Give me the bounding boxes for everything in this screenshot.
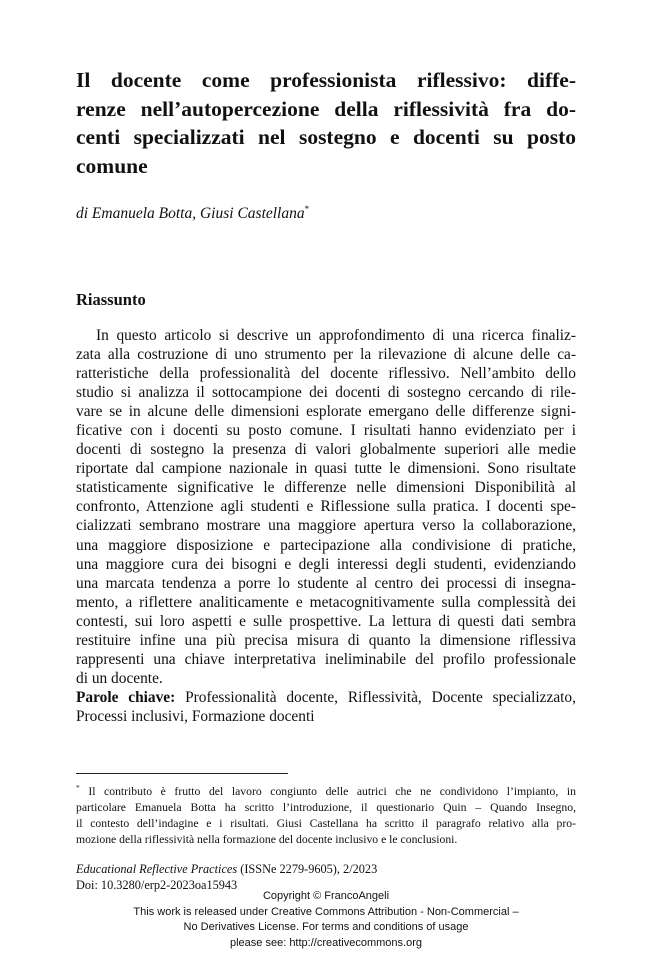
abstract-line: docenti di sostegno la presenza di valori globalmente superiori alle medie: [76, 441, 576, 459]
abstract-heading: Riassunto: [76, 290, 146, 309]
footnote-divider: [76, 773, 288, 774]
abstract-line: contesti, sui loro aspetti e sulle prospettive. La lettura di questi dati sembra: [76, 612, 576, 630]
title-line: centi specializzati nel sostegno e docenti su posto: [76, 125, 576, 149]
abstract-line: una maggiore disposizione e partecipazione alla condivisione di pratiche,: [76, 536, 576, 554]
abstract-line: una maggiore cura dei bisogni e degli interessi degli studenti, evidenziando: [76, 555, 576, 573]
footnote-line: particolare Emanuela Botta ha scritto l’introduzione, il questionario Quin – Quando Insegno,: [76, 801, 576, 814]
abstract-line: una marcata tendenza a porre lo studente al centro dei processi di insegna-: [76, 574, 576, 592]
journal-line: [76, 861, 576, 877]
keywords-list-part1: Professionalità docente, Riflessività, Docente specializzato,: [185, 688, 576, 706]
journal-issue: (ISSNe 2279-9605), 2/2023: [237, 862, 378, 876]
abstract-line: In questo articolo si descrive un approfondimento di una ricerca finaliz-: [96, 327, 576, 344]
abstract-line: restituire infine una più precisa misura di quanto la dimensione riflessiva: [76, 631, 576, 649]
title-line: Il docente come professionista riflessivo: diffe-: [76, 68, 576, 92]
abstract-line: statisticamente significative le differenze nelle dimensioni Disponibilità al: [76, 479, 576, 497]
title-line: renze nell’autopercezione della riflessività fra do-: [76, 96, 576, 121]
abstract-line: mento, a riflettere analiticamente e metacognitivamente sulla complessità dei: [76, 593, 576, 611]
abstract-line: rappresenti una chiave interpretativa ineliminabile del profilo professionale: [76, 650, 576, 668]
article-title: [76, 66, 576, 180]
license-line: No Derivatives License. For terms and conditions of usage: [183, 921, 469, 933]
keywords: [76, 688, 576, 726]
footnote-mark: *: [76, 783, 80, 793]
abstract-line: di un docente.: [76, 669, 163, 687]
authors: di Emanuela Botta, Giusi Castellana: [76, 205, 305, 222]
abstract-line: studio si analizza il sottocampione dei docenti di sostegno cercando di rile-: [76, 384, 576, 402]
abstract-line: confronto, Attenzione agli studenti e Riflessione sulla pratica. I docenti spe-: [76, 498, 576, 516]
license-line: This work is released under Creative Commons Attribution - Non-Commercial –: [133, 905, 519, 918]
abstract-line: ratteristiche della professionalità del docente riflessivo. Nell’ambito dello: [76, 365, 576, 383]
license-notice: [76, 889, 576, 951]
abstract-line: zata alla costruzione di uno strumento per la rilevazione di alcune delle ca-: [76, 346, 576, 364]
abstract-text: [76, 326, 576, 688]
author-footnote-mark[interactable]: *: [304, 203, 310, 214]
abstract-line: riportate dal campione nazionale in quasi tutte le dimensioni. Sono risultate: [76, 460, 576, 478]
footnote-line: il contesto dell’indagine e i risultati. Giusi Castellana ha scritto il paragrafo relativo alla pro-: [76, 817, 576, 830]
abstract-line: ficative con i docenti su posto comune. I risultati hanno evidenziato per i: [76, 422, 576, 440]
keywords-label: Parole chiave:: [76, 688, 176, 706]
article-body: [76, 66, 576, 726]
footnote-line: mozione della riflessività nella formazione del docente inclusivo e le conclusioni.: [76, 833, 458, 846]
journal-name: Educational Reflective Practices: [76, 862, 238, 876]
license-link-line[interactable]: please see: http://creativecommons.org: [230, 936, 422, 949]
copyright-line: Copyright © FrancoAngeli: [262, 890, 390, 902]
keywords-list-part2: Processi inclusivi, Formazione docenti: [76, 707, 315, 725]
footnote-line: [76, 784, 576, 800]
footnote-text: Il contributo è frutto del lavoro congiunto delle autrici che ne condividono l’impianto, in: [88, 785, 576, 798]
footnote: [76, 784, 576, 848]
abstract-line: cializzati sembrano mostrare una maggiore apertura verso la collaborazione,: [76, 517, 576, 535]
title-line: comune: [76, 153, 148, 178]
keywords-line: [76, 688, 576, 707]
doi[interactable]: Doi: 10.3280/erp2-2023oa15943: [76, 878, 238, 892]
author-line: [76, 204, 576, 224]
abstract-line: vare se in alcune delle dimensioni esplorate emergano delle differenze signi-: [76, 403, 576, 421]
